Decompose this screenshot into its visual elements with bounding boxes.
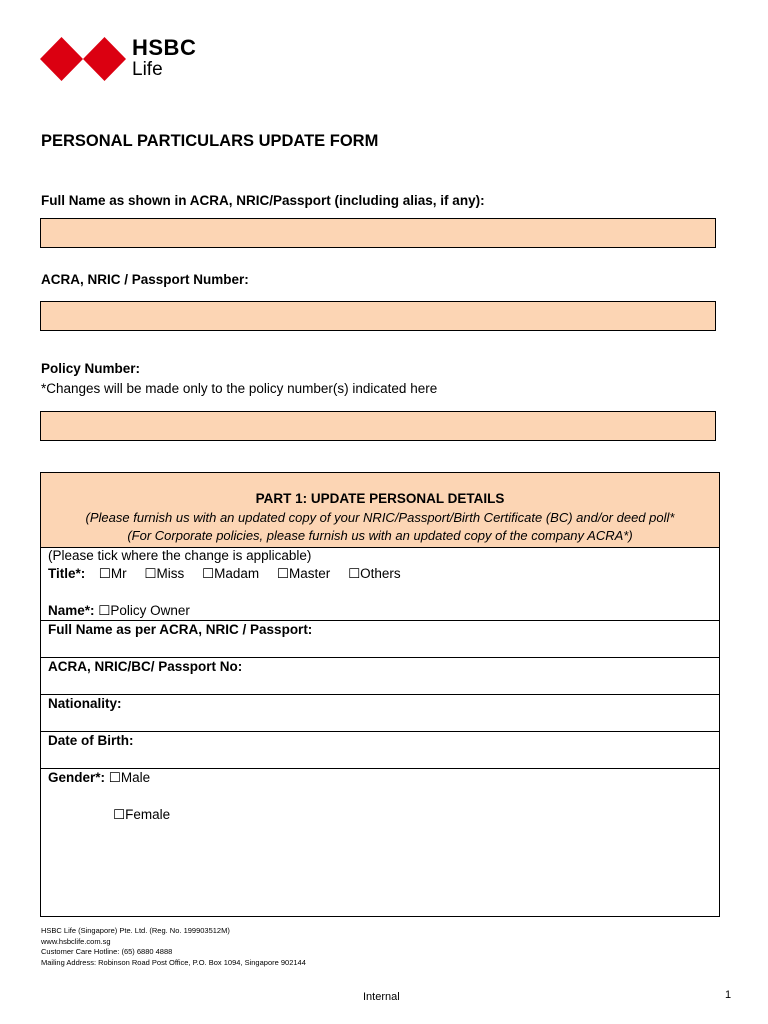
part1-header (41, 473, 719, 548)
gender-option-female[interactable]: ☐Female (113, 807, 171, 822)
part1-full-name-label: Full Name as per ACRA, NRIC / Passport: (48, 622, 313, 637)
gender-label: Gender*: (48, 770, 106, 785)
page-number: 1 (725, 989, 732, 1001)
footer-address: Mailing Address: Robinson Road Post Office, P.O. Box 1094, Singapore 902144 (41, 957, 306, 967)
dob-label: Date of Birth: (48, 733, 134, 748)
footer (41, 926, 306, 968)
logo-brand-text: HSBC (132, 35, 197, 60)
policy-number-label: Policy Number: (41, 361, 141, 376)
footer-company: HSBC Life (Singapore) Pte. Ltd. (Reg. No. 199903512M) (41, 926, 230, 935)
title-option-others[interactable]: ☐Others (348, 566, 401, 581)
dob-row[interactable] (41, 731, 719, 769)
name-row (48, 603, 190, 619)
part1-title: PART 1: UPDATE PERSONAL DETAILS (255, 491, 505, 506)
policy-number-note: *Changes will be made only to the policy number(s) indicated here (41, 381, 438, 396)
nationality-label: Nationality: (48, 696, 122, 711)
title-option-madam[interactable]: ☐Madam (202, 566, 260, 581)
id-number-field[interactable] (40, 301, 716, 331)
footer-website[interactable]: www.hsbclife.com.sg (41, 936, 111, 946)
title-option-mr[interactable]: ☐Mr (98, 566, 127, 581)
id-number-label: ACRA, NRIC / Passport Number: (41, 272, 249, 287)
form-title: PERSONAL PARTICULARS UPDATE FORM (41, 132, 379, 150)
name-option-policy-owner[interactable]: ☐Policy Owner (98, 603, 190, 618)
logo-sub-text: Life (132, 59, 163, 80)
part1-id-label: ACRA, NRIC/BC/ Passport No: (48, 659, 243, 674)
title-option-master[interactable]: ☐Master (276, 566, 331, 581)
title-name-row (41, 547, 719, 621)
name-label: Name*: (48, 603, 95, 618)
tick-instruction: (Please tick where the change is applicable) (48, 548, 312, 563)
part1-section (40, 472, 720, 917)
policy-number-field[interactable] (40, 411, 716, 441)
footer-hotline: Customer Care Hotline: (65) 6880 4888 (41, 947, 173, 956)
id-row[interactable] (41, 657, 719, 695)
hsbc-life-logo (40, 37, 210, 85)
full-name-label: Full Name as shown in ACRA, NRIC/Passport (including alias, if any): (41, 193, 485, 208)
title-label: Title*: (48, 566, 86, 581)
gender-option-male[interactable]: ☐Male (108, 770, 151, 785)
title-option-miss[interactable]: ☐Miss (144, 566, 185, 581)
full-name-row[interactable] (41, 620, 719, 658)
title-row (48, 566, 415, 582)
classification-label: Internal (363, 991, 400, 1003)
nationality-row[interactable] (41, 694, 719, 732)
part1-note-line1: (Please furnish us with an updated copy of your NRIC/Passport/Birth Certificate (BC) and/or deed poll* (85, 510, 675, 525)
full-name-field[interactable] (40, 218, 716, 248)
part1-note-line2: (For Corporate policies, please furnish us with an updated copy of the company ACRA*) (127, 528, 633, 543)
hsbc-hexagon-icon (40, 37, 126, 81)
